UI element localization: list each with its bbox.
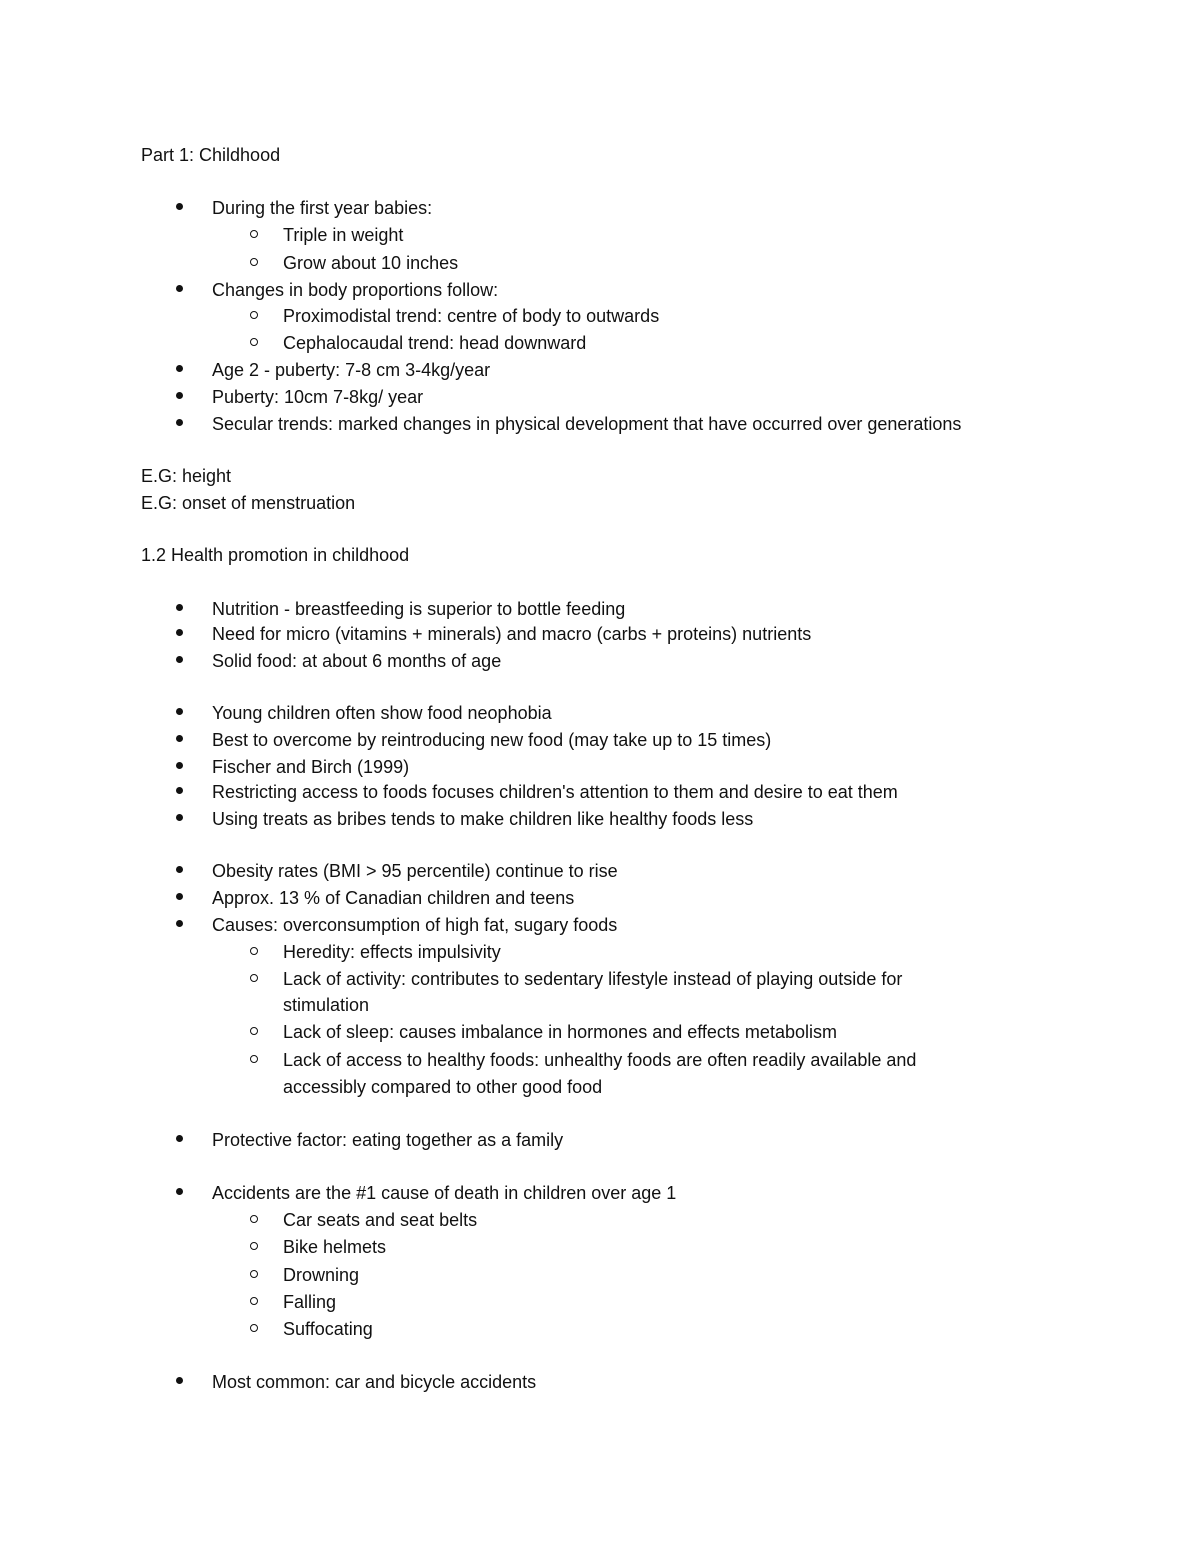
circle-bullet-icon xyxy=(250,1027,258,1035)
bullet-icon xyxy=(176,814,183,821)
list-item: Heredity: effects impulsivity xyxy=(0,940,1200,964)
circle-bullet-icon xyxy=(250,947,258,955)
bullet-icon xyxy=(176,365,183,372)
bullet-icon xyxy=(176,629,183,636)
bullet-icon xyxy=(176,656,183,663)
circle-bullet-icon xyxy=(250,1270,258,1278)
section-heading: Part 1: Childhood xyxy=(141,145,281,165)
list-item: Lack of access to healthy foods: unhealthy foods are often readily available and xyxy=(0,1048,1200,1072)
list-item: Age 2 - puberty: 7-8 cm 3-4kg/year xyxy=(0,358,1200,382)
list-item: Drowning xyxy=(0,1263,1200,1287)
list-item: Lack of sleep: causes imbalance in hormones and effects metabolism xyxy=(0,1020,1200,1044)
example-line: E.G: height xyxy=(141,466,232,486)
bullet-icon xyxy=(176,203,183,210)
list-item: Suffocating xyxy=(0,1317,1200,1341)
list-item: Grow about 10 inches xyxy=(0,251,1200,275)
list-item: Most common: car and bicycle accidents xyxy=(0,1370,1200,1394)
list-item: Proximodistal trend: centre of body to outwards xyxy=(0,304,1200,328)
bullet-icon xyxy=(176,893,183,900)
list-item: Obesity rates (BMI > 95 percentile) continue to rise xyxy=(0,859,1200,883)
list-item: Protective factor: eating together as a family xyxy=(0,1128,1200,1152)
bullet-icon xyxy=(176,1135,183,1142)
circle-bullet-icon xyxy=(250,1215,258,1223)
list-item: Puberty: 10cm 7-8kg/ year xyxy=(0,385,1200,409)
list-item: Solid food: at about 6 months of age xyxy=(0,649,1200,673)
list-item: Accidents are the #1 cause of death in children over age 1 xyxy=(0,1181,1200,1205)
circle-bullet-icon xyxy=(250,338,258,346)
circle-bullet-icon xyxy=(250,258,258,266)
list-item: Using treats as bribes tends to make children like healthy foods less xyxy=(0,807,1200,831)
example-line: E.G: onset of menstruation xyxy=(141,493,356,513)
list-item: Restricting access to foods focuses children's attention to them and desire to eat them xyxy=(0,780,1200,804)
list-item: Causes: overconsumption of high fat, sugary foods xyxy=(0,913,1200,937)
circle-bullet-icon xyxy=(250,1297,258,1305)
circle-bullet-icon xyxy=(250,974,258,982)
list-item-continuation: stimulation xyxy=(283,995,370,1015)
list-item: Fischer and Birch (1999) xyxy=(0,755,1200,779)
circle-bullet-icon xyxy=(250,1324,258,1332)
list-item: Best to overcome by reintroducing new food (may take up to 15 times) xyxy=(0,728,1200,752)
bullet-icon xyxy=(176,708,183,715)
list-item: Changes in body proportions follow: xyxy=(0,278,1200,302)
list-item: Nutrition - breastfeeding is superior to bottle feeding xyxy=(0,597,1200,621)
section-heading: 1.2 Health promotion in childhood xyxy=(141,545,410,565)
list-item: Lack of activity: contributes to sedentary lifestyle instead of playing outside for xyxy=(0,967,1200,991)
list-item-continuation: accessibly compared to other good food xyxy=(283,1077,603,1097)
circle-bullet-icon xyxy=(250,1055,258,1063)
circle-bullet-icon xyxy=(250,230,258,238)
list-item: Car seats and seat belts xyxy=(0,1208,1200,1232)
circle-bullet-icon xyxy=(250,1242,258,1250)
bullet-icon xyxy=(176,285,183,292)
list-item: Cephalocaudal trend: head downward xyxy=(0,331,1200,355)
bullet-icon xyxy=(176,419,183,426)
bullet-icon xyxy=(176,866,183,873)
circle-bullet-icon xyxy=(250,311,258,319)
bullet-icon xyxy=(176,735,183,742)
list-item: Falling xyxy=(0,1290,1200,1314)
bullet-icon xyxy=(176,1377,183,1384)
bullet-icon xyxy=(176,762,183,769)
bullet-icon xyxy=(176,604,183,611)
bullet-icon xyxy=(176,1188,183,1195)
list-item: Triple in weight xyxy=(0,223,1200,247)
list-item: Bike helmets xyxy=(0,1235,1200,1259)
list-item: During the first year babies: xyxy=(0,196,1200,220)
list-item: Need for micro (vitamins + minerals) and macro (carbs + proteins) nutrients xyxy=(0,622,1200,646)
bullet-icon xyxy=(176,787,183,794)
list-item: Secular trends: marked changes in physical development that have occurred over generations xyxy=(0,412,1200,436)
bullet-icon xyxy=(176,392,183,399)
list-item: Young children often show food neophobia xyxy=(0,701,1200,725)
bullet-icon xyxy=(176,920,183,927)
list-item: Approx. 13 % of Canadian children and teens xyxy=(0,886,1200,910)
